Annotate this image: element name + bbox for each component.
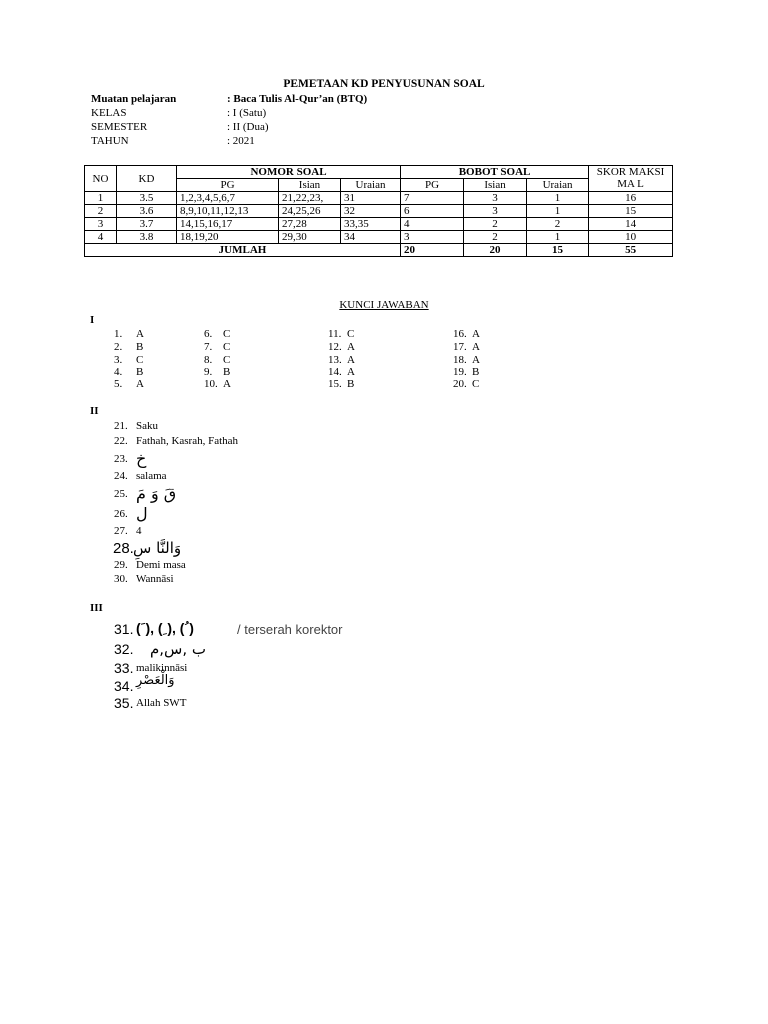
- cell-uraian: 34: [341, 231, 401, 244]
- cell-no: 1: [85, 192, 117, 205]
- answer-value: A: [136, 378, 144, 390]
- answer-value: 4: [136, 525, 142, 537]
- answer-number: 9.: [204, 366, 213, 378]
- answer-value: B: [347, 378, 355, 390]
- cell-isian: 29,30: [279, 231, 341, 244]
- answer-value: C: [136, 354, 144, 366]
- cell-pg: 14,15,16,17: [177, 218, 279, 231]
- subheader-bobot-isian: Isian: [464, 179, 527, 192]
- total-skor: 55: [589, 244, 673, 257]
- meta-label-kelas: KELAS: [91, 107, 127, 119]
- answer-number: 3.: [114, 354, 123, 366]
- answer-number: 29.: [114, 559, 128, 571]
- answer-number: 2.: [114, 341, 123, 353]
- answer-value: Wannāsi: [136, 573, 174, 585]
- answer-number: 35.: [114, 695, 134, 711]
- answer-number: 7.: [204, 341, 213, 353]
- cell-bobot-uraian: 1: [527, 231, 589, 244]
- cell-kd: 3.6: [117, 205, 177, 218]
- answer-number: 19.: [453, 366, 467, 378]
- answer-number: 13.: [328, 354, 342, 366]
- meta-value-semester: : II (Dua): [227, 121, 269, 133]
- cell-bobot-uraian: 2: [527, 218, 589, 231]
- table-row: [85, 231, 673, 244]
- cell-bobot-isian: 3: [464, 205, 527, 218]
- answer-value: وَالْعَصْرِ: [136, 673, 175, 688]
- meta-value-muatan: : Baca Tulis Al-Qur’an (BTQ): [227, 93, 368, 105]
- answer-number: 27.: [114, 525, 128, 537]
- meta-value-kelas: : I (Satu): [227, 107, 267, 119]
- header-skor-maksimal: SKOR MAKSIMA L: [589, 166, 673, 192]
- cell-kd: 3.5: [117, 192, 177, 205]
- answer-value: A: [347, 354, 355, 366]
- answer-value: C: [472, 378, 480, 390]
- meta-label-tahun: TAHUN: [91, 135, 129, 147]
- answer-value: ( َ), ( ِ), ( ُ): [136, 620, 194, 636]
- answer-value: B: [223, 366, 231, 378]
- answer-value: A: [347, 366, 355, 378]
- cell-pg: 8,9,10,11,12,13: [177, 205, 279, 218]
- answer-number: 10.: [204, 378, 218, 390]
- answer-number: 14.: [328, 366, 342, 378]
- answer-value: C: [223, 328, 231, 340]
- cell-no: 3: [85, 218, 117, 231]
- answer-value: C: [223, 354, 231, 366]
- answer-value: A: [347, 341, 355, 353]
- cell-bobot-pg: 3: [401, 231, 464, 244]
- header-kd: KD: [117, 166, 177, 192]
- cell-kd: 3.8: [117, 231, 177, 244]
- answer-number: 11.: [328, 328, 342, 340]
- header-bobot-soal: BOBOT SOAL: [401, 166, 589, 179]
- answer-number: 31.: [114, 621, 134, 637]
- meta-value-tahun: : 2021: [227, 135, 255, 147]
- cell-isian: 24,25,26: [279, 205, 341, 218]
- cell-bobot-isian: 2: [464, 218, 527, 231]
- document-title: PEMETAAN KD PENYUSUNAN SOAL: [283, 78, 485, 90]
- answer-value: A: [472, 341, 480, 353]
- kunci-jawaban-title: KUNCI JAWABAN: [339, 299, 429, 311]
- table-row: [85, 218, 673, 231]
- cell-bobot-pg: 4: [401, 218, 464, 231]
- answer-number: 25.: [114, 488, 128, 500]
- answer-value: ب ,س,م: [150, 640, 207, 658]
- answer-value: B: [136, 341, 144, 353]
- total-bobot-isian: 20: [464, 244, 527, 257]
- cell-skor: 14: [589, 218, 673, 231]
- cell-skor: 16: [589, 192, 673, 205]
- answer-value: Allah SWT: [136, 697, 187, 709]
- answer-value: ل: [136, 504, 148, 523]
- answer-number: 30.: [114, 573, 128, 585]
- cell-uraian: 32: [341, 205, 401, 218]
- cell-bobot-uraian: 1: [527, 192, 589, 205]
- cell-bobot-isian: 3: [464, 192, 527, 205]
- answer-value: A: [223, 378, 231, 390]
- header-nomor-soal: NOMOR SOAL: [177, 166, 401, 179]
- header-no: NO: [85, 166, 117, 192]
- answer-value: خ: [136, 449, 147, 468]
- subheader-isian: Isian: [279, 179, 341, 192]
- section-1-label: I: [90, 314, 95, 326]
- answer-number: 26.: [114, 508, 128, 520]
- answer-number: 20.: [453, 378, 467, 390]
- cell-uraian: 31: [341, 192, 401, 205]
- cell-bobot-pg: 6: [401, 205, 464, 218]
- subheader-pg: PG: [177, 179, 279, 192]
- answer-value: A: [472, 354, 480, 366]
- answer-number: 15.: [328, 378, 342, 390]
- answer-value: Demi masa: [136, 559, 186, 571]
- answer-number: 17.: [453, 341, 467, 353]
- answer-value: Fathah, Kasrah, Fathah: [136, 435, 239, 447]
- answer-number: 5.: [114, 378, 123, 390]
- total-bobot-pg: 20: [401, 244, 464, 257]
- answer-value: A: [136, 328, 144, 340]
- cell-uraian: 33,35: [341, 218, 401, 231]
- answer-number: 1.: [114, 328, 123, 340]
- cell-skor: 10: [589, 231, 673, 244]
- subheader-bobot-uraian: Uraian: [527, 179, 589, 192]
- meta-label-semester: SEMESTER: [91, 121, 148, 133]
- cell-isian: 21,22,23,: [279, 192, 341, 205]
- cell-no: 4: [85, 231, 117, 244]
- cell-skor: 15: [589, 205, 673, 218]
- subheader-bobot-pg: PG: [401, 179, 464, 192]
- answer-number: 16.: [453, 328, 467, 340]
- cell-no: 2: [85, 205, 117, 218]
- answer-value: C: [347, 328, 355, 340]
- answer-number: 18.: [453, 354, 467, 366]
- answer-note: / terserah korektor: [237, 622, 343, 637]
- answer-value: B: [136, 366, 144, 378]
- answer-value: Saku: [136, 420, 158, 432]
- section-2-label: II: [90, 405, 99, 417]
- section-3-label: III: [90, 602, 103, 614]
- table-total-row: [85, 244, 673, 257]
- answer-number: 4.: [114, 366, 123, 378]
- answer-value: C: [223, 341, 231, 353]
- cell-pg: 18,19,20: [177, 231, 279, 244]
- table-row: [85, 205, 673, 218]
- meta-label-muatan: Muatan pelajaran: [91, 93, 177, 105]
- answer-value: A: [472, 328, 480, 340]
- answer-value: قَ وَ مَ: [136, 484, 177, 503]
- cell-bobot-uraian: 1: [527, 205, 589, 218]
- answer-number: 33.: [114, 660, 134, 676]
- answer-number: 28.: [113, 540, 134, 557]
- answer-number: 24.: [114, 470, 128, 482]
- cell-bobot-pg: 7: [401, 192, 464, 205]
- total-bobot-uraian: 15: [527, 244, 589, 257]
- answer-number: 34.: [114, 678, 134, 694]
- kd-mapping-table: [84, 165, 673, 257]
- cell-isian: 27,28: [279, 218, 341, 231]
- answer-number: 21.: [114, 420, 128, 432]
- subheader-uraian: Uraian: [341, 179, 401, 192]
- cell-bobot-isian: 2: [464, 231, 527, 244]
- answer-value: salama: [136, 470, 167, 482]
- answer-value: malikinnāsi: [136, 662, 188, 674]
- answer-number: 23.: [114, 453, 128, 465]
- answer-number: 22.: [114, 435, 128, 447]
- answer-number: 12.: [328, 341, 342, 353]
- answer-value: B: [472, 366, 480, 378]
- answer-number: 6.: [204, 328, 213, 340]
- answer-number: 8.: [204, 354, 213, 366]
- answer-number: 32.: [114, 641, 134, 657]
- table-row: [85, 192, 673, 205]
- cell-kd: 3.7: [117, 218, 177, 231]
- answer-value: وَالنَّا سِ: [133, 539, 182, 557]
- total-label: JUMLAH: [85, 244, 401, 257]
- cell-pg: 1,2,3,4,5,6,7: [177, 192, 279, 205]
